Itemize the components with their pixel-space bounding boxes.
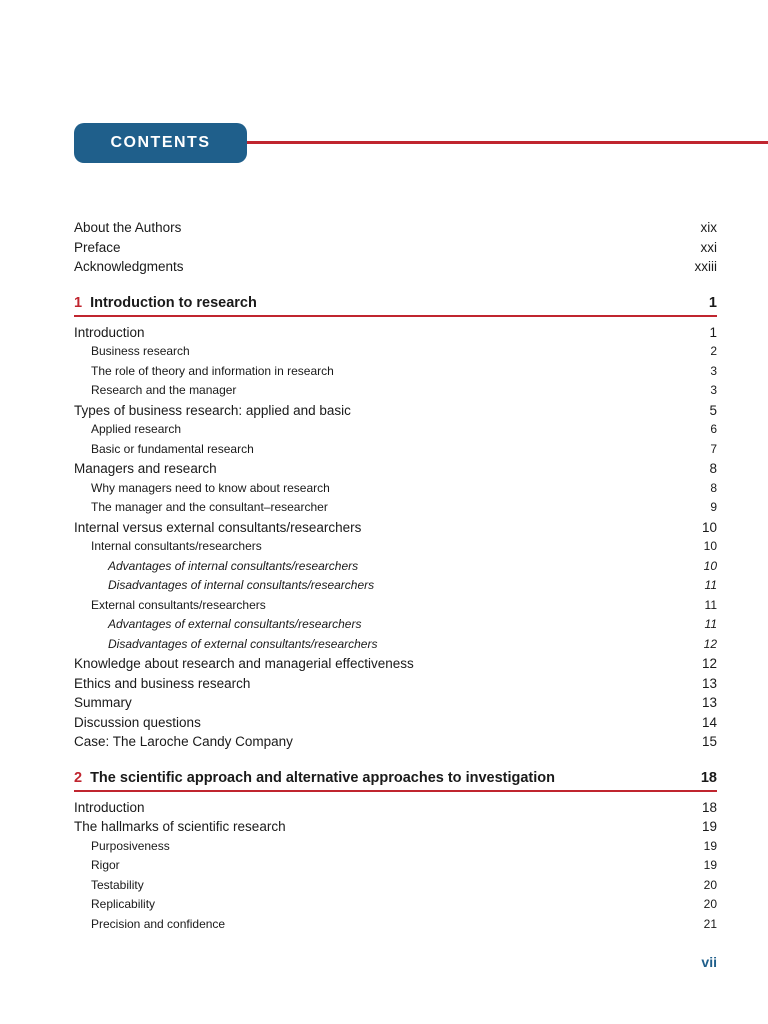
toc-entry-page: 11 <box>704 578 717 592</box>
chapter-2-heading[interactable] <box>74 770 717 792</box>
toc-entry[interactable] <box>74 440 717 460</box>
toc-entry-title: Research and the manager <box>91 383 237 397</box>
toc-entry[interactable] <box>74 238 717 258</box>
toc-entry[interactable] <box>74 362 717 382</box>
toc-entry[interactable] <box>74 342 717 362</box>
toc-entry-page: xix <box>700 220 717 235</box>
toc-entry-page: 1 <box>709 324 717 340</box>
chapter-1-entries <box>74 323 717 752</box>
toc-entry-page: 10 <box>703 539 717 553</box>
chapter-heading-text <box>74 295 257 311</box>
toc-entry-page: 15 <box>701 734 717 749</box>
toc-entry-page: 3 <box>710 363 717 378</box>
toc-entry-title: Applied research <box>91 422 182 436</box>
chapter-2-entries <box>74 798 717 935</box>
toc-entry-title: The role of theory and information in research <box>91 363 334 378</box>
toc-entry[interactable] <box>74 654 717 674</box>
toc-entry[interactable] <box>74 817 717 837</box>
chapter-title: Introduction to research <box>90 294 257 311</box>
toc-entry-page: 13 <box>701 695 717 710</box>
toc-entry-page: 18 <box>701 799 717 815</box>
toc-entry-title: Business research <box>91 344 190 358</box>
toc-entry-title: Case: The Laroche Candy Company <box>74 734 293 749</box>
toc-entry-page: 10 <box>703 558 717 573</box>
toc-entry-page: 8 <box>710 480 717 495</box>
toc-entry-title: Acknowledgments <box>74 259 184 274</box>
toc-entry-page: 11 <box>704 617 717 631</box>
toc-entry-page: 19 <box>703 838 717 853</box>
chapter-number: 2 <box>74 769 83 786</box>
toc-entry-page: 7 <box>710 441 717 456</box>
toc-entry-title: Internal consultants/researchers <box>91 539 262 553</box>
toc-entry-page: 19 <box>703 858 717 872</box>
table-of-contents <box>74 218 717 934</box>
toc-entry-page: xxiii <box>694 259 717 274</box>
toc-entry-title: About the Authors <box>74 220 182 235</box>
toc-entry[interactable] <box>74 895 717 915</box>
toc-entry-page: xxi <box>700 239 717 255</box>
toc-entry[interactable] <box>74 459 717 479</box>
toc-entry-title: Knowledge about research and managerial effectiveness <box>74 656 414 671</box>
page-number: vii <box>701 954 717 970</box>
toc-entry[interactable] <box>74 856 717 876</box>
toc-entry[interactable] <box>74 498 717 518</box>
toc-entry-title: Basic or fundamental research <box>91 441 254 456</box>
toc-entry-title: Testability <box>91 877 144 892</box>
toc-entry-page: 20 <box>703 877 717 892</box>
toc-entry-page: 9 <box>710 500 717 514</box>
toc-entry-title: Ethics and business research <box>74 675 251 691</box>
toc-entry-title: Advantages of internal consultants/researchers <box>108 558 359 573</box>
toc-entry-page: 11 <box>704 597 717 612</box>
toc-entry-page: 12 <box>703 636 717 651</box>
toc-entry-page: 8 <box>709 461 717 476</box>
toc-entry-page: 5 <box>709 402 717 418</box>
toc-entry-title: Advantages of external consultants/researchers <box>108 617 362 631</box>
toc-entry[interactable] <box>74 323 717 343</box>
chapter-number: 1 <box>74 294 83 311</box>
toc-entry-title: Disadvantages of internal consultants/researchers <box>108 578 375 592</box>
chapter-page: 18 <box>700 769 717 786</box>
toc-entry[interactable] <box>74 479 717 499</box>
toc-entry[interactable] <box>74 915 717 935</box>
toc-entry[interactable] <box>74 798 717 818</box>
toc-entry[interactable] <box>74 576 717 596</box>
toc-entry-title: Replicability <box>91 897 156 911</box>
toc-entry[interactable] <box>74 732 717 752</box>
toc-entry-title: Precision and confidence <box>91 916 226 931</box>
toc-entry-title: Managers and research <box>74 461 217 476</box>
toc-entry-title: Purposiveness <box>91 838 170 853</box>
toc-entry[interactable] <box>74 693 717 713</box>
toc-entry-title: Rigor <box>91 858 120 872</box>
toc-entry-page: 6 <box>710 422 717 436</box>
toc-entry-title: Preface <box>74 239 121 255</box>
toc-entry-page: 3 <box>710 383 717 397</box>
toc-entry-title: Discussion questions <box>74 714 201 730</box>
toc-entry-page: 12 <box>701 656 717 671</box>
toc-entry[interactable] <box>74 557 717 577</box>
chapter-page: 1 <box>708 294 717 311</box>
chapter-heading-text <box>74 770 555 786</box>
toc-entry[interactable] <box>74 635 717 655</box>
toc-entry-title: The hallmarks of scientific research <box>74 819 286 834</box>
toc-entry-title: Types of business research: applied and basic <box>74 402 351 418</box>
contents-header <box>74 123 768 163</box>
toc-entry[interactable] <box>74 876 717 896</box>
toc-entry[interactable] <box>74 257 717 277</box>
toc-entry[interactable] <box>74 596 717 616</box>
toc-entry-title: Disadvantages of external consultants/researchers <box>108 636 378 651</box>
toc-entry[interactable] <box>74 837 717 857</box>
toc-entry[interactable] <box>74 218 717 238</box>
chapter-title: The scientific approach and alternative approaches to investigation <box>90 769 555 786</box>
toc-entry[interactable] <box>74 401 717 421</box>
toc-entry-title: Internal versus external consultants/researchers <box>74 519 362 535</box>
toc-entry-title: The manager and the consultant–researcher <box>91 500 328 514</box>
toc-entry[interactable] <box>74 615 717 635</box>
toc-entry-page: 14 <box>701 714 717 730</box>
toc-entry[interactable] <box>74 713 717 733</box>
toc-entry-page: 10 <box>701 519 717 535</box>
toc-entry-page: 2 <box>710 344 717 358</box>
toc-entry-title: External consultants/researchers <box>91 597 266 612</box>
toc-entry-title: Why managers need to know about research <box>91 480 330 495</box>
contents-title: CONTENTS <box>74 123 247 163</box>
toc-entry-page: 13 <box>701 675 717 691</box>
header-rule <box>234 141 768 144</box>
chapter-1-heading[interactable] <box>74 295 717 317</box>
toc-entry[interactable] <box>74 674 717 694</box>
toc-entry[interactable] <box>74 518 717 538</box>
toc-entry[interactable] <box>74 420 717 440</box>
toc-entry-page: 21 <box>703 916 717 931</box>
toc-entry[interactable] <box>74 537 717 557</box>
toc-entry-title: Introduction <box>74 324 145 340</box>
toc-entry-page: 19 <box>701 819 717 834</box>
toc-entry[interactable] <box>74 381 717 401</box>
toc-entry-page: 20 <box>703 897 717 911</box>
toc-entry-title: Summary <box>74 695 132 710</box>
front-matter <box>74 218 717 277</box>
toc-entry-title: Introduction <box>74 799 145 815</box>
